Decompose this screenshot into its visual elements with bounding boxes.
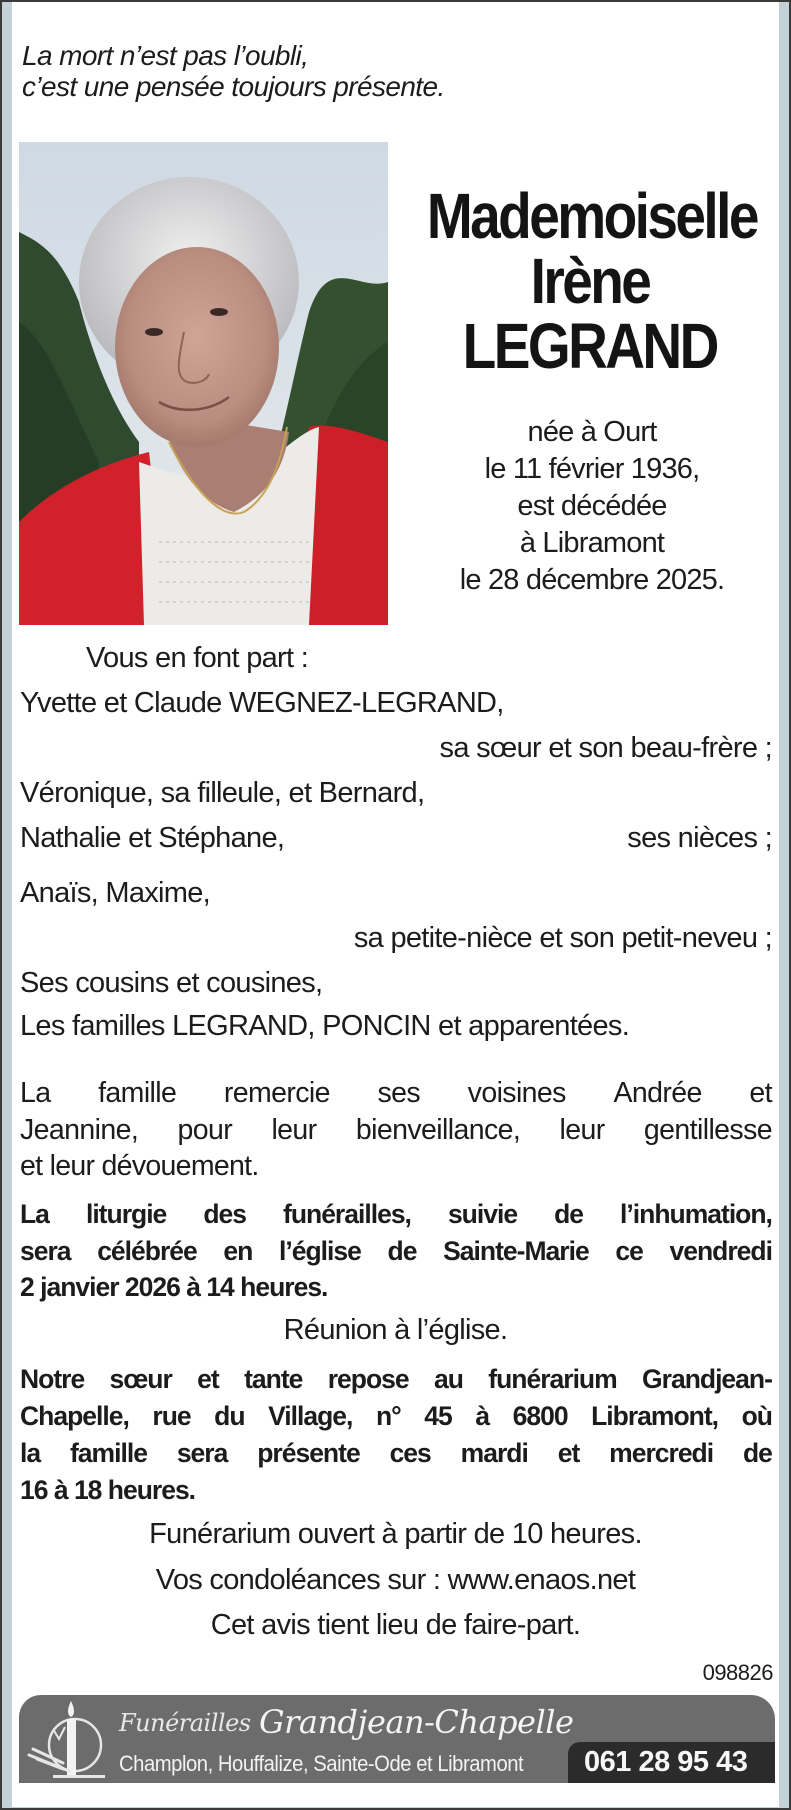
thanks-line-1: La famille remercie ses voisines Andrée et	[20, 1077, 772, 1109]
family-relation: sa sœur et son beau-frère ;	[439, 732, 772, 764]
funeral-home-banner	[19, 1695, 775, 1783]
family-line: Les familles LEGRAND, PONCIN et apparentées.	[20, 1010, 630, 1042]
quote-line-1: La mort n’est pas l’oubli,	[22, 40, 309, 71]
visitation-line-3: la famille sera présente ces mardi et mercredi de	[20, 1438, 772, 1468]
ceremony-line-1: La liturgie des funérailles, suivie de l’inhumation,	[20, 1199, 772, 1229]
death-place: à Libramont	[519, 527, 665, 559]
family-relation: sa petite-nièce et son petit-neveu ;	[353, 922, 772, 954]
ceremony-line-2: sera célébrée en l’église de Sainte-Marie ce vendredi	[20, 1236, 772, 1266]
death-date: le 28 décembre 2025.	[459, 564, 725, 596]
family-relation: ses nièces ;	[627, 822, 772, 854]
banner-company-name: Grandjean-Chapelle	[259, 1703, 574, 1741]
death-label: est décédée	[517, 490, 667, 522]
visitation-line-2: Chapelle, rue du Village, n° 45 à 6800 Libramont, où	[20, 1401, 772, 1431]
heading-first-name: Irène	[530, 245, 650, 317]
ceremony-line-3: 2 janvier 2026 à 14 heures.	[20, 1272, 328, 1302]
portrait-photo	[19, 142, 388, 625]
condolences-link[interactable]: Vos condoléances sur : www.enaos.net	[155, 1564, 636, 1596]
phone-number[interactable]: 061 28 95 43	[584, 1746, 748, 1778]
family-intro: Vous en font part :	[86, 642, 309, 674]
reference-code: 098826	[702, 1660, 773, 1685]
phone-box	[568, 1742, 775, 1783]
family-line: Yvette et Claude WEGNEZ-LEGRAND,	[20, 687, 504, 719]
heading-title: Mademoiselle	[426, 180, 757, 252]
thanks-line-3: et leur dévouement.	[20, 1150, 259, 1182]
banner-locations: Champlon, Houffalize, Sainte-Ode et Libramont	[119, 1751, 524, 1776]
thanks-line-2: Jeannine, pour leur bienveillance, leur gentillesse	[20, 1114, 772, 1146]
family-line: Anaïs, Maxime,	[20, 877, 211, 909]
birth-date: le 11 février 1936,	[484, 453, 700, 485]
visitation-line-4: 16 à 18 heures.	[20, 1475, 196, 1505]
family-line: Nathalie et Stéphane,	[20, 822, 285, 854]
funerarium-opening: Funérarium ouvert à partir de 10 heures.	[149, 1518, 642, 1550]
birth-place: née à Ourt	[527, 416, 657, 448]
heading-last-name: LEGRAND	[462, 310, 718, 382]
quote-line-2: c’est une pensée toujours présente.	[22, 71, 445, 102]
visitation-line-1: Notre sœur et tante repose au funérarium Grandjean-	[20, 1364, 772, 1394]
notice-text: Cet avis tient lieu de faire-part.	[210, 1609, 581, 1641]
meeting-note: Réunion à l’église.	[283, 1314, 508, 1346]
family-line: Véronique, sa filleule, et Bernard,	[20, 777, 425, 809]
family-line: Ses cousins et cousines,	[20, 967, 323, 999]
candle-wheat-icon	[23, 1697, 113, 1783]
banner-label: Funérailles	[119, 1709, 251, 1737]
